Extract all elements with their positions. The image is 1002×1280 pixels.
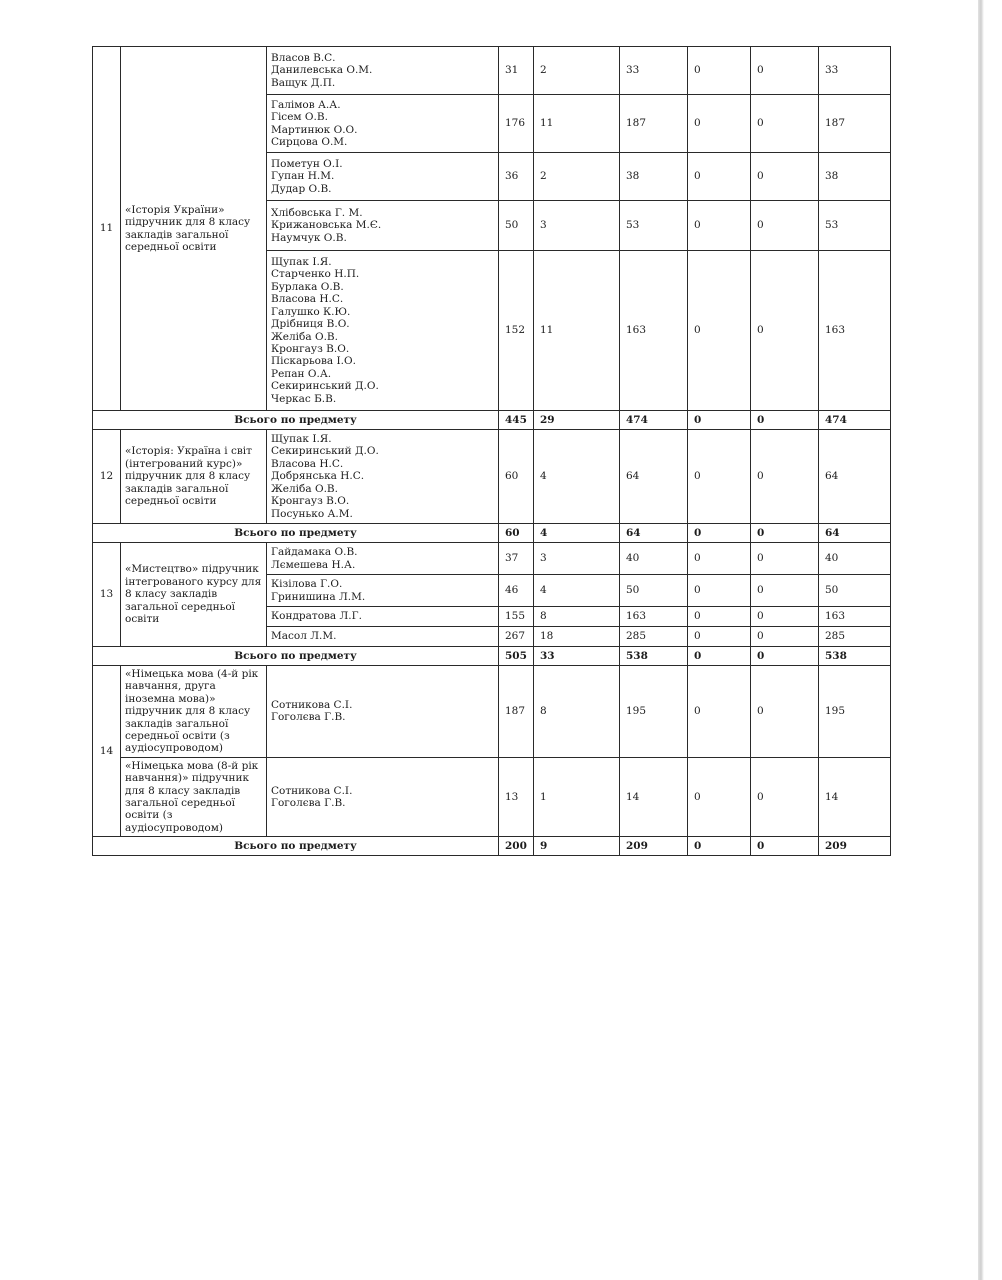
author-name: Секиринський Д.О. xyxy=(271,380,379,393)
total-value-cell: 209 xyxy=(620,837,688,856)
authors-cell xyxy=(267,627,499,647)
subject-total-row xyxy=(93,837,891,856)
total-value-cell: 200 xyxy=(499,837,534,856)
value-cell: 46 xyxy=(499,575,534,607)
table-row xyxy=(93,757,891,836)
author-name: Бурлака О.В. xyxy=(271,280,344,293)
author-name: Лємешева Н.А. xyxy=(271,558,356,571)
value-cell: 0 xyxy=(688,430,751,524)
author-name: Щупак І.Я. xyxy=(271,433,332,446)
value-cell: 0 xyxy=(751,201,819,251)
value-cell: 14 xyxy=(620,757,688,836)
authors-cell xyxy=(267,666,499,758)
total-value-cell: 0 xyxy=(751,647,819,666)
value-cell: 53 xyxy=(819,201,891,251)
value-cell: 11 xyxy=(534,95,620,153)
authors-cell xyxy=(267,95,499,153)
textbook-title: «Історія: Україна і світ (інтегрований курс)» підручник для 8 класу закладів загальної середньої освіти xyxy=(121,430,267,524)
value-cell: 0 xyxy=(751,153,819,201)
total-value-cell: 0 xyxy=(751,837,819,856)
author-name: Кронгауз В.О. xyxy=(271,495,350,508)
value-cell: 37 xyxy=(499,543,534,575)
value-cell: 0 xyxy=(751,607,819,627)
textbook-title: «Мистецтво» підручник інтегрованого курсу для 8 класу закладів загальної середньої освіти xyxy=(121,543,267,647)
value-cell: 0 xyxy=(751,627,819,647)
subject-total-label: Всього по предмету xyxy=(93,647,499,666)
value-cell: 163 xyxy=(819,251,891,411)
subject-total-row xyxy=(93,647,891,666)
total-value-cell: 29 xyxy=(534,411,620,430)
value-cell: 13 xyxy=(499,757,534,836)
author-name: Секиринський Д.О. xyxy=(271,445,379,458)
value-cell: 3 xyxy=(534,201,620,251)
author-name: Гайдамака О.В. xyxy=(271,546,358,559)
author-name: Галімов А.А. xyxy=(271,98,341,111)
value-cell: 0 xyxy=(751,666,819,758)
subject-total-row xyxy=(93,524,891,543)
total-value-cell: 538 xyxy=(620,647,688,666)
author-name: Гупан Н.М. xyxy=(271,170,335,183)
subject-total-label: Всього по предмету xyxy=(93,837,499,856)
value-cell: 176 xyxy=(499,95,534,153)
value-cell: 53 xyxy=(620,201,688,251)
row-index: 13 xyxy=(93,543,121,647)
author-name: Гринишина Л.М. xyxy=(271,590,366,603)
value-cell: 8 xyxy=(534,666,620,758)
textbook-title: «Німецька мова (4-й рік навчання, друга іноземна мова)» підручник для 8 класу закладів загальної середньої освіти (з аудіосупроводом) xyxy=(121,666,267,758)
author-name: Пометун О.І. xyxy=(271,157,343,170)
author-name: Крижановська М.Є. xyxy=(271,219,382,232)
total-value-cell: 538 xyxy=(819,647,891,666)
value-cell: 1 xyxy=(534,757,620,836)
row-index: 14 xyxy=(93,666,121,837)
authors-cell xyxy=(267,575,499,607)
textbook-title: «Історія України» підручник для 8 класу закладів загальної середньої освіти xyxy=(121,47,267,411)
author-name: Посунько А.М. xyxy=(271,507,353,520)
value-cell: 195 xyxy=(819,666,891,758)
value-cell: 50 xyxy=(499,201,534,251)
author-name: Власова Н.С. xyxy=(271,293,344,306)
author-name: Сирцова О.М. xyxy=(271,135,348,148)
authors-cell xyxy=(267,430,499,524)
total-value-cell: 474 xyxy=(620,411,688,430)
author-name: Желіба О.В. xyxy=(271,482,338,495)
total-value-cell: 60 xyxy=(499,524,534,543)
table-row xyxy=(93,430,891,524)
value-cell: 50 xyxy=(620,575,688,607)
author-name: Власова Н.С. xyxy=(271,457,344,470)
author-name: Щупак І.Я. xyxy=(271,256,332,269)
value-cell: 40 xyxy=(819,543,891,575)
value-cell: 163 xyxy=(620,607,688,627)
author-name: Сотникова С.І. xyxy=(271,784,353,797)
value-cell: 0 xyxy=(688,251,751,411)
value-cell: 64 xyxy=(819,430,891,524)
table-row xyxy=(93,666,891,758)
value-cell: 0 xyxy=(688,575,751,607)
value-cell: 187 xyxy=(499,666,534,758)
value-cell: 0 xyxy=(751,757,819,836)
author-name: Данилевська О.М. xyxy=(271,64,373,77)
total-value-cell: 64 xyxy=(819,524,891,543)
total-value-cell: 209 xyxy=(819,837,891,856)
value-cell: 0 xyxy=(751,251,819,411)
value-cell: 0 xyxy=(751,47,819,95)
value-cell: 4 xyxy=(534,575,620,607)
author-name: Добрянська Н.С. xyxy=(271,470,365,483)
subject-total-row xyxy=(93,411,891,430)
value-cell: 163 xyxy=(620,251,688,411)
value-cell: 0 xyxy=(688,627,751,647)
value-cell: 31 xyxy=(499,47,534,95)
scan-margin xyxy=(984,0,1002,1280)
author-name: Мартинюк О.О. xyxy=(271,123,358,136)
total-value-cell: 505 xyxy=(499,647,534,666)
value-cell: 2 xyxy=(534,153,620,201)
total-value-cell: 64 xyxy=(620,524,688,543)
value-cell: 187 xyxy=(620,95,688,153)
textbook-title: «Німецька мова (8-й рік навчання)» підручник для 8 класу закладів загальної середньої освіти (з аудіосупроводом) xyxy=(121,757,267,836)
author-name: Наумчук О.В. xyxy=(271,231,347,244)
authors-cell xyxy=(267,757,499,836)
author-name: Кондратова Л.Г. xyxy=(271,610,362,623)
author-name: Масол Л.М. xyxy=(271,630,337,643)
authors-cell xyxy=(267,543,499,575)
value-cell: 14 xyxy=(819,757,891,836)
total-value-cell: 4 xyxy=(534,524,620,543)
table-row xyxy=(93,543,891,575)
table-row xyxy=(93,47,891,95)
total-value-cell: 0 xyxy=(688,647,751,666)
value-cell: 2 xyxy=(534,47,620,95)
value-cell: 36 xyxy=(499,153,534,201)
value-cell: 0 xyxy=(751,543,819,575)
value-cell: 163 xyxy=(819,607,891,627)
document-page xyxy=(92,46,890,856)
subject-total-label: Всього по предмету xyxy=(93,411,499,430)
value-cell: 267 xyxy=(499,627,534,647)
value-cell: 38 xyxy=(620,153,688,201)
value-cell: 50 xyxy=(819,575,891,607)
author-name: Сотникова С.І. xyxy=(271,699,353,712)
author-name: Піскарьова І.О. xyxy=(271,355,356,368)
total-value-cell: 9 xyxy=(534,837,620,856)
author-name: Дудар О.В. xyxy=(271,182,332,195)
value-cell: 18 xyxy=(534,627,620,647)
textbook-order-table xyxy=(92,46,891,856)
value-cell: 64 xyxy=(620,430,688,524)
authors-cell xyxy=(267,153,499,201)
total-value-cell: 0 xyxy=(751,411,819,430)
row-index: 11 xyxy=(93,47,121,411)
value-cell: 33 xyxy=(620,47,688,95)
row-index: 12 xyxy=(93,430,121,524)
value-cell: 0 xyxy=(688,153,751,201)
value-cell: 0 xyxy=(688,757,751,836)
total-value-cell: 0 xyxy=(751,524,819,543)
author-name: Гісем О.В. xyxy=(271,111,328,124)
total-value-cell: 0 xyxy=(688,524,751,543)
value-cell: 0 xyxy=(688,201,751,251)
value-cell: 60 xyxy=(499,430,534,524)
author-name: Черкас Б.В. xyxy=(271,392,337,405)
value-cell: 285 xyxy=(819,627,891,647)
total-value-cell: 33 xyxy=(534,647,620,666)
value-cell: 195 xyxy=(620,666,688,758)
authors-cell xyxy=(267,607,499,627)
author-name: Дрібниця В.О. xyxy=(271,318,350,331)
author-name: Хлібовська Г. М. xyxy=(271,206,363,219)
value-cell: 155 xyxy=(499,607,534,627)
value-cell: 38 xyxy=(819,153,891,201)
author-name: Галушко К.Ю. xyxy=(271,305,351,318)
value-cell: 33 xyxy=(819,47,891,95)
value-cell: 0 xyxy=(688,543,751,575)
value-cell: 0 xyxy=(751,95,819,153)
authors-cell xyxy=(267,47,499,95)
author-name: Кронгауз В.О. xyxy=(271,342,350,355)
value-cell: 0 xyxy=(688,607,751,627)
total-value-cell: 0 xyxy=(688,411,751,430)
value-cell: 152 xyxy=(499,251,534,411)
authors-cell xyxy=(267,251,499,411)
value-cell: 0 xyxy=(688,47,751,95)
author-name: Власов В.С. xyxy=(271,51,336,64)
author-name: Желіба О.В. xyxy=(271,330,338,343)
author-name: Гоголєва Г.В. xyxy=(271,797,346,810)
value-cell: 0 xyxy=(688,95,751,153)
total-value-cell: 445 xyxy=(499,411,534,430)
value-cell: 187 xyxy=(819,95,891,153)
value-cell: 0 xyxy=(751,430,819,524)
author-name: Старченко Н.П. xyxy=(271,268,360,281)
subject-total-label: Всього по предмету xyxy=(93,524,499,543)
value-cell: 3 xyxy=(534,543,620,575)
author-name: Кізілова Г.О. xyxy=(271,578,343,591)
author-name: Ващук Д.П. xyxy=(271,76,336,89)
value-cell: 285 xyxy=(620,627,688,647)
value-cell: 4 xyxy=(534,430,620,524)
value-cell: 0 xyxy=(751,575,819,607)
value-cell: 8 xyxy=(534,607,620,627)
total-value-cell: 474 xyxy=(819,411,891,430)
authors-cell xyxy=(267,201,499,251)
value-cell: 11 xyxy=(534,251,620,411)
total-value-cell: 0 xyxy=(688,837,751,856)
author-name: Гоголєва Г.В. xyxy=(271,711,346,724)
author-name: Репан О.А. xyxy=(271,367,332,380)
value-cell: 40 xyxy=(620,543,688,575)
value-cell: 0 xyxy=(688,666,751,758)
